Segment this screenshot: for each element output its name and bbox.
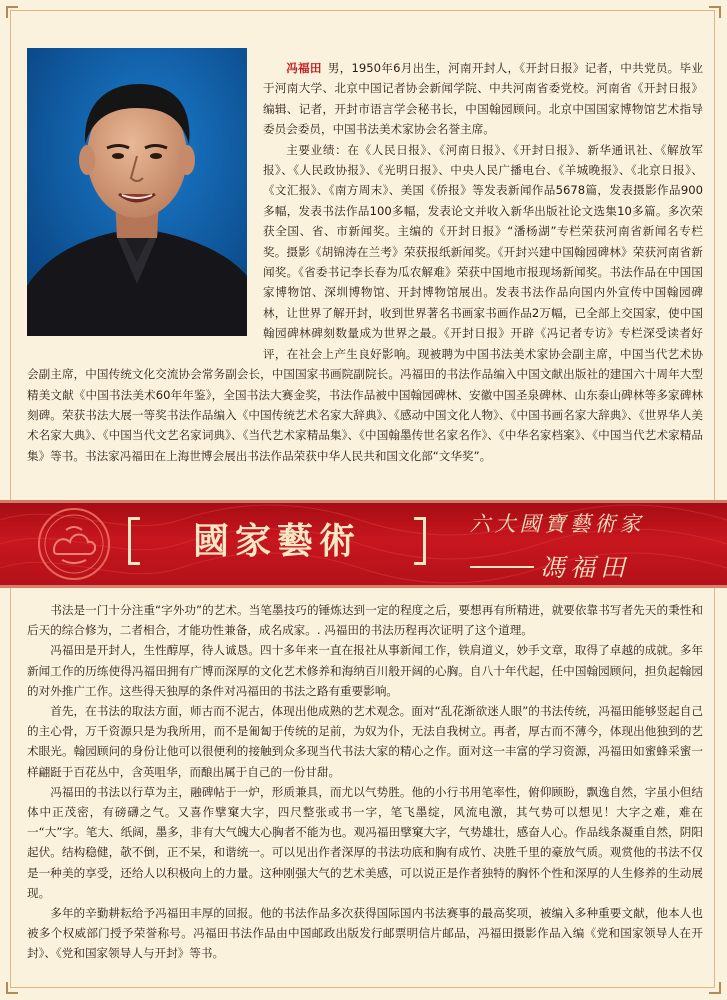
cloud-emblem-icon [36, 506, 112, 582]
essay-paragraph: 首先，在书法的取法方面，师古而不泥古，体现出他成熟的艺术观念。面对“乱花渐欲迷人眼”的书法传统，冯福田能够竖起自己的主心骨，万千资源只是为我所用，而不是匍匐于传统的足前，为奴为仆，无法自我树立。再者，厚古而不薄今，体现出他独到的艺术眼光。翰园顾问的身份让他可以很便利的接触到众多现当代书法大家的精心之作。面对这一丰富的学习资源，冯福田如蜜蜂采蜜一样翩跹于百花丛中，含英咀华，而酿出属于自己的一份甘甜。 [27, 704, 703, 779]
corner-ornament [709, 6, 721, 18]
banner-author: 馮福田 [540, 553, 631, 582]
title-bracket-right [414, 517, 426, 565]
section-banner [0, 500, 727, 588]
essay-paragraph: 冯福田的书法以行草为主，融碑帖于一炉，形质兼具，而尤以气势胜。他的小行书用笔率性，俯仰顾盼，飘逸自然，字虽小但结体中正茂密，有磅礴之气。又喜作擘窠大字，四尺整张或书一字，笔飞墨绽，风流电激，其气势可以想见！大字之难，难在一“大”字。笔大、纸阔，墨多，非有大气魄大心胸者不能为也。观冯福田擘窠大字，气势雄壮，感奋人心。作品线条凝重自然，阴阳起伏。结构稳健，欹不倒，正不呆，和谐统一。可以见出作者深厚的书法功底和胸有成竹、决胜千里的豪放气质。观赏他的书法不仅是一种美的享受，还给人以积极向上的力量。这种刚强大气的艺术美感，可以说正是作者独特的胸怀个性和深厚的人生修养的生动展现。 [27, 784, 703, 900]
bio-intro-text: 男，1950年6月出生，河南开封人，《开封日报》记者，中共党员。毕业于河南大学、北京中国记者协会新闻学院、中共河南省委党校。河南省《开封日报》编辑、记者，开封市语言学会秘书长，中国翰园顾问。北京中国国家博物馆艺术指导委员会委员，中国书法美术家协会名誉主席。 [263, 61, 703, 137]
essay [27, 600, 703, 964]
corner-ornament [709, 982, 721, 994]
photo-spacer [27, 58, 263, 348]
title-bracket-left [128, 517, 140, 565]
essay-paragraph: 冯福田是开封人，生性醇厚，待人诚恳。四十多年来一直在报社从事新闻工作，铁肩道义，妙手文章，取得了卓越的成就。多年新闻工作的历练使得冯福田拥有广博而深厚的文化艺术修养和海纳百川般开阔的心胸。自八十年代起，任中国翰园顾问，担负起翰园的对外推广工作。这些得天独厚的条件对冯福田的书法之路有重要影响。 [27, 643, 703, 698]
banner-dash-line [470, 566, 534, 568]
biography [27, 58, 703, 466]
person-name: 冯福田 [286, 61, 322, 75]
banner-subtitle: 六大國寶藝術家 [469, 512, 645, 536]
essay-paragraph: 多年的辛勤耕耘给予冯福田丰厚的回报。他的书法作品多次获得国际国内书法赛事的最高奖项，被编入多种重要文献，他本人也被多个权威部门授予荣誉称号。冯福田书法作品由中国邮政出版发行邮票明信片邮品，冯福田摄影作品入编《党和国家领导人在开封》、《党和国家领导人与开封》等书。 [27, 906, 703, 961]
corner-ornament [6, 6, 18, 18]
essay-paragraph: 书法是一门十分注重“字外功”的艺术。当笔墨技巧的锤炼达到一定的程度之后，要想再有所精进，就要依靠书写者先天的秉性和后天的综合修为，二者相合，才能功性兼备，成名成家。. 冯福田的书法历程再次证明了这个道理。 [27, 603, 703, 638]
banner-title: 國家藝術 [192, 520, 361, 562]
bio-achievements: 主要业绩：在《人民日报》、《河南日报》、《开封日报》、新华通讯社、《解放军报》、《人民政协报》、《光明日报》、中央人民广播电台、《羊城晚报》、《北京日报》、《文汇报》、《南方周末》、美国《侨报》等发表新闻作品5678篇，发表摄影作品900多幅，发表书法作品100多幅，发表论文并收入新华出版社论文选集10多篇。多次荣获全国、省、市新闻奖。主编的《开封日报》“潘杨湖”专栏荣获河南省新闻名专栏奖。摄影《胡锦涛在兰考》荣获报纸新闻奖。《开封兴建中国翰园碑林》荣获河南省新闻奖。《省委书记李长春为瓜农解难》荣获中国地市报现场新闻奖。书法作品在中国国家博物馆、深圳博物馆、开封博物馆展出。发表书法作品向国内外宣传中国翰园碑林，让世界了解开封，收到世界著名书画家书画作品2万幅，已全部上交国家，使中国翰园碑林碑刻数量成为世界之最。《开封日报》开辟《冯记者专访》专栏深受读者好评，在社会上产生良好影响。现被聘为中国书法美术家协会副主席，中国当代艺术协会副主席，中国传统文化交流协会常务副会长，中国国家书画院副院长。冯福田的书法作品编入中国文献出版社的建国六十周年大型精美文献《中国书法美术60年年鉴》，全国书法大赛金奖，书法作品被中国翰园碑林、安徽中国圣泉碑林、山东泰山碑林等多家碑林刻碑。荣获书法大展一等奖书法作品编入《中国传统艺术名家大辞典》、《感动中国文化人物》、《中国书画名家大辞典》、《世界华人美术名家大典》、《中国当代文艺名家词典》、《当代艺术家精品集》、《中国翰墨传世名家名作》、《中华名家档案》、《中国当代艺术家精品集》等书。书法家冯福田在上海世博会展出书法作品荣获中华人民共和国文化部“文华奖”。 [27, 142, 703, 463]
corner-ornament [6, 982, 18, 994]
